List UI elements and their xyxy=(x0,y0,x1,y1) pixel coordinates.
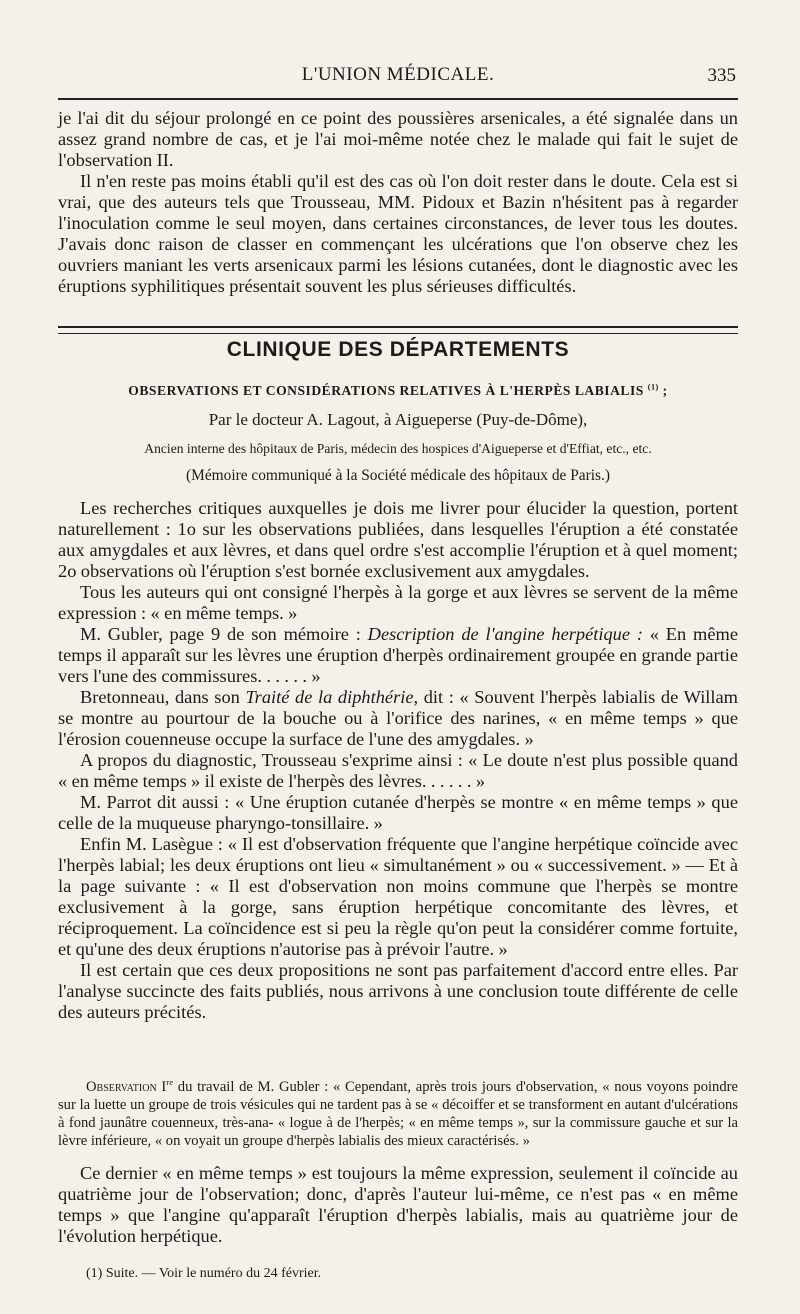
section-divider xyxy=(58,326,738,334)
running-title: L'UNION MÉDICALE. xyxy=(301,64,495,85)
paragraph: Les recherches critiques auxquelles je dois me livrer pour élucider la question, portent naturellement : 1o sur les observations publiées, dans lesquelles l'éruption a été constatée aux amygdales et aux lèvres, et dans quel ordre s'est accomplie l'éruption et à quel moment; 2o observations où l'éruption s'est bornée exclusivement aux amygdales. xyxy=(58,498,738,581)
article-body xyxy=(58,498,738,1023)
header-rule xyxy=(58,98,738,100)
article-title xyxy=(58,383,738,399)
text-run: Bretonneau, dans son xyxy=(80,687,246,707)
footnote-mark: (1) xyxy=(647,382,659,392)
memoire-note: (Mémoire communiqué à la Société médicale des hôpitaux de Paris.) xyxy=(186,467,610,484)
author-line: Par le docteur A. Lagout, à Aigueperse (Puy-de-Dôme), xyxy=(208,410,588,429)
paragraph: Il est certain que ces deux propositions ne sont pas parfaitement d'accord entre elles. Par l'analyse succincte des faits publiés, nous arrivons à une conclusion toute différente de celle des auteurs précités. xyxy=(58,960,738,1022)
cited-title: Traité de la diphthérie xyxy=(245,687,414,707)
paragraph: je l'ai dit du séjour prolongé en ce point des poussières arsenicales, a été signalée dans un assez grand nombre de cas, et je l'ai moi-même notée chez le malade qui fait le sujet de l'observation II. xyxy=(58,108,738,170)
paragraph xyxy=(58,624,738,687)
previous-article-end xyxy=(58,108,738,297)
observation-label: Observation xyxy=(86,1079,157,1095)
paragraph: Ce dernier « en même temps » est toujours la même expression, seulement il coïncide au quatrième jour de l'observation; donc, d'après l'auteur lui-même, ce n'est pas « en même temps » que l'angine qu'apparaît l'éruption d'herpès labialis, mais au quatrième jour de l'évolution herpétique. xyxy=(58,1163,738,1246)
page-number: 335 xyxy=(707,65,736,86)
text-run: M. Gubler, page 9 de son mémoire : xyxy=(80,624,368,644)
paragraph: Enfin M. Lasègue : « Il est d'observation fréquente que l'angine herpétique coïncide avec l'herpès labial; les deux éruptions ont lieu « simultanément » ou « successivement. » — Et à la page suivante : « Il est d'observation non moins commune que l'herpès se montre exclusivement à la gorge, sans éruption herpétique concomitante des lèvres, et réciproquement. La coïncidence est si peu la règle qu'on peut la considérer comme fortuite, et qu'une des deux éruptions n'autorise pas à prévoir l'autre. » xyxy=(58,834,738,959)
cited-title: Description de l'angine herpétique : xyxy=(367,624,643,644)
paragraph: Tous les auteurs qui ont consigné l'herpès à la gorge et aux lèvres se servent de la même expression : « en même temps. » xyxy=(58,582,738,623)
article-title-text: OBSERVATIONS ET CONSIDÉRATIONS RELATIVES À L'HERPÈS LABIALIS xyxy=(128,383,644,398)
paragraph: M. Parrot dit aussi : « Une éruption cutanée d'herpès se montre « en même temps » que celle de la muqueuse pharyngo-tonsillaire. » xyxy=(58,792,738,833)
observation-number: I xyxy=(161,1079,167,1095)
footnote: (1) Suite. — Voir le numéro du 24 février. xyxy=(86,1266,322,1281)
paragraph: A propos du diagnostic, Trousseau s'exprime ainsi : « Le doute n'est plus possible quand « en même temps » il existe de l'herpès des lèvres. . . . . . » xyxy=(58,750,738,791)
page-header xyxy=(58,62,738,96)
text-run: , dit : « Souvent l'herpès labialis de Willam se montre au pourtour de la bouche ou à l'orifice des narines, « en même temps » que l'érosion couenneuse occupe la surface de l'une des amygdales. » xyxy=(58,687,738,749)
observation-paragraph xyxy=(58,1078,738,1150)
section-title: CLINIQUE DES DÉPARTEMENTS xyxy=(226,338,570,361)
article-title-end: ; xyxy=(662,383,668,398)
paragraph xyxy=(58,687,738,750)
author-affiliation: Ancien interne des hôpitaux de Paris, médecin des hospices d'Aigueperse et d'Effiat, etc., etc. xyxy=(144,441,652,456)
text-run: « En même temps il apparaît sur les lèvres une éruption d'herpès ordinairement groupée en grande partie vers l'une des commissures. . . . . . » xyxy=(58,624,738,686)
closing-paragraph xyxy=(58,1163,738,1247)
observation-quote xyxy=(58,1078,738,1150)
observation-ordinal: re xyxy=(166,1077,174,1088)
observation-text: du travail de M. Gubler : « Cependant, après trois jours d'observation, « nous voyons poindre sur la luette un groupe de trois vésicules qui ne tardent pas à se « décoiffer et se transforment en autant d'ulcérations à fond jaunâtre couenneux, très-ana- « logue à de l'herpès; « en même temps », sur la commissure gauche et sur la lèvre inférieure, « on voyait un groupe d'herpès labialis des mieux caractérisés. » xyxy=(58,1079,738,1149)
paragraph: Il n'en reste pas moins établi qu'il est des cas où l'on doit rester dans le doute. Cela est si vrai, que des auteurs tels que Trousseau, MM. Pidoux et Bazin n'hésitent pas à regarder l'inoculation comme le seul moyen, dans certaines circonstances, de lever tous les doutes. J'avais donc raison de classer en commençant les ulcérations que l'on observe chez les ouvriers maniant les verts arsenicaux parmi les lésions cutanées, dont le diagnostic avec les éruptions syphilitiques présentait souvent les plus sérieuses difficultés. xyxy=(58,171,738,296)
